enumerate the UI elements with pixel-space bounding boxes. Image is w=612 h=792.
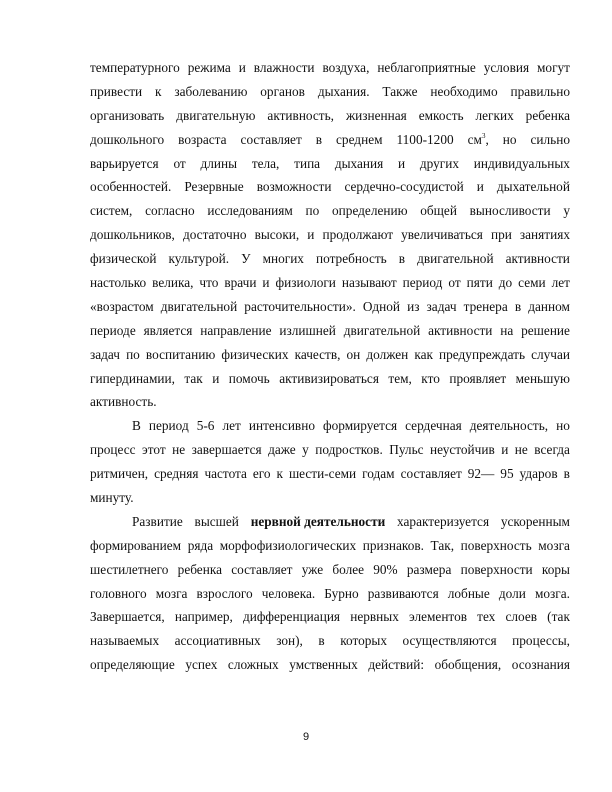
word: которых xyxy=(340,633,387,649)
word: помочь xyxy=(228,370,270,386)
text-line xyxy=(90,653,570,677)
word: согласно xyxy=(145,203,195,219)
word: к xyxy=(276,466,283,482)
word: формируется xyxy=(323,418,398,434)
word: Резервные xyxy=(184,179,244,195)
word: В xyxy=(132,418,141,434)
word: в xyxy=(318,633,325,649)
text-line xyxy=(90,56,570,80)
word: активизироваться xyxy=(279,370,379,386)
word: до xyxy=(498,275,513,291)
word: гипердинамии, xyxy=(90,370,175,386)
text-line xyxy=(90,152,570,176)
word: тем, xyxy=(388,370,412,386)
text-line xyxy=(90,319,570,343)
word: активности xyxy=(428,322,493,338)
word: меньшую xyxy=(515,370,570,386)
word: расточительности». xyxy=(244,298,356,314)
word: сердечная xyxy=(405,418,462,434)
word: успех xyxy=(185,657,218,673)
text-line xyxy=(90,367,570,391)
word: заболеванию xyxy=(174,83,248,99)
word: и xyxy=(212,370,220,386)
word: 5-6 xyxy=(196,418,215,434)
text-line-last: активность. xyxy=(90,394,157,410)
word: Одной xyxy=(362,298,400,314)
word: в xyxy=(398,251,406,267)
word: мозга. xyxy=(534,585,570,601)
word: Пульс xyxy=(389,442,424,458)
word: данном xyxy=(528,298,570,314)
word: процессы, xyxy=(512,633,570,649)
text-line xyxy=(90,462,570,486)
body-text xyxy=(90,56,570,677)
word: велика, xyxy=(152,275,194,291)
word: потребность xyxy=(316,251,387,267)
word: деятельность, xyxy=(469,418,549,434)
word: дифференциация xyxy=(242,609,341,625)
word: и xyxy=(476,179,484,195)
word: период xyxy=(148,418,189,434)
word: осознания xyxy=(511,657,570,673)
word: его xyxy=(252,466,271,482)
word: но xyxy=(502,131,517,147)
word: 90% xyxy=(373,561,398,577)
word: лобные xyxy=(447,585,490,601)
word: лет xyxy=(222,418,241,434)
word: уже xyxy=(301,561,324,577)
word: качеств, xyxy=(294,346,341,362)
word: но xyxy=(556,418,570,434)
text-line xyxy=(90,534,570,558)
text-line xyxy=(90,223,570,247)
word: условия xyxy=(483,60,530,75)
word: правильно xyxy=(510,83,570,99)
word: воздуха, xyxy=(322,60,370,75)
word: варьируется xyxy=(90,155,159,171)
word: задач xyxy=(426,298,457,314)
word: У xyxy=(241,251,251,267)
page-number: 9 xyxy=(302,731,310,743)
word: физической xyxy=(90,251,157,267)
word: сложных xyxy=(227,657,279,673)
word: занятиях xyxy=(519,227,570,243)
word: взрослого xyxy=(196,585,253,601)
text-line xyxy=(90,247,570,271)
text-line-with-superscript xyxy=(90,128,570,152)
word: легких xyxy=(475,107,514,123)
word: организовать xyxy=(90,107,165,123)
word: элементов xyxy=(409,609,467,625)
word: предупреждать xyxy=(439,346,526,362)
text-line-with-bold xyxy=(90,510,570,534)
word: например, xyxy=(174,609,233,625)
word: типа xyxy=(294,155,321,171)
word: по xyxy=(126,346,140,362)
word: средняя xyxy=(154,466,199,482)
word: необходимо xyxy=(430,83,498,99)
word: коры xyxy=(541,561,570,577)
word: обобщения, xyxy=(434,657,502,673)
word: от xyxy=(448,275,461,291)
word: от xyxy=(173,155,186,171)
word: высоки, xyxy=(254,227,300,243)
word: температурного xyxy=(90,60,180,75)
word: должен xyxy=(366,346,409,362)
word: «возрастом xyxy=(90,298,154,314)
word: ряда xyxy=(187,537,214,553)
word: умственных xyxy=(289,657,358,673)
bold-term: нервной деятельности xyxy=(250,513,386,529)
word: годам xyxy=(362,466,395,482)
word: и xyxy=(501,442,509,458)
word: дыхания. xyxy=(317,83,370,99)
text-line xyxy=(90,605,570,629)
word: ритмичен, xyxy=(90,466,149,482)
word: не xyxy=(514,442,528,458)
paragraph-3 xyxy=(90,510,570,677)
word: направление xyxy=(200,322,272,338)
word: физиологи xyxy=(275,275,336,291)
word: дыхания xyxy=(334,155,384,171)
text-line-last: минуту. xyxy=(90,490,134,506)
word: ускоренным xyxy=(500,513,570,529)
word: развиваются xyxy=(367,585,439,601)
word: случаи xyxy=(531,346,570,362)
word: дыхательной xyxy=(496,179,570,195)
word: периоде xyxy=(90,322,136,338)
word: Завершается, xyxy=(90,609,165,625)
word: других xyxy=(419,155,460,171)
word: врачи xyxy=(224,275,257,291)
word: систем, xyxy=(90,203,133,219)
word: неблагоприятные xyxy=(377,60,476,75)
word: не xyxy=(172,442,186,458)
word: морфофизиологических xyxy=(219,537,357,553)
word: осуществляются xyxy=(402,633,497,649)
word: сильно xyxy=(530,131,570,147)
word: 1100-1200 xyxy=(396,131,454,147)
word: является xyxy=(143,322,193,338)
text-line xyxy=(90,80,570,104)
word: ассоциативных xyxy=(174,633,261,649)
word: увеличиваться xyxy=(401,227,483,243)
word: даже xyxy=(268,442,296,458)
word: частота xyxy=(204,466,247,482)
word: шести-семи xyxy=(288,466,357,482)
word: и xyxy=(307,227,315,243)
word: выносливости xyxy=(469,203,551,219)
word: двигательной xyxy=(160,298,238,314)
word: составляет xyxy=(240,131,302,147)
word: слоев xyxy=(505,609,537,625)
word: лет xyxy=(551,275,570,291)
word: привести xyxy=(90,83,143,99)
word: этот xyxy=(142,442,166,458)
word: и xyxy=(262,275,270,291)
word: Так, xyxy=(430,537,455,553)
paragraph-2 xyxy=(90,414,570,510)
text-line xyxy=(90,629,570,653)
word: ребенка xyxy=(177,561,222,577)
word: завершается xyxy=(191,442,262,458)
word: возможности xyxy=(256,179,332,195)
word: длины xyxy=(200,155,238,171)
text-line xyxy=(90,582,570,606)
word: двигательной xyxy=(417,251,494,267)
word: дошкольников, xyxy=(90,227,175,243)
word: исследованиям xyxy=(207,203,293,219)
word: формированием xyxy=(90,537,182,553)
word: нервных xyxy=(350,609,399,625)
word: тела, xyxy=(251,155,280,171)
word: ударов xyxy=(519,466,558,482)
word: процесс xyxy=(90,442,136,458)
word: Также xyxy=(382,83,418,99)
word: двигательной xyxy=(343,322,421,338)
word: размера xyxy=(406,561,452,577)
word: в xyxy=(514,298,522,314)
word: могут xyxy=(537,60,570,75)
word: мозга xyxy=(538,537,570,553)
word: задач xyxy=(90,346,120,362)
word: доли xyxy=(498,585,526,601)
word: проявляет xyxy=(449,370,507,386)
word: период xyxy=(402,275,443,291)
word: так xyxy=(184,370,203,386)
word: активности xyxy=(505,251,570,267)
text-line xyxy=(90,175,570,199)
word: общей xyxy=(420,203,457,219)
word: особенностей. xyxy=(90,179,172,195)
word: жизненная xyxy=(345,107,407,123)
word: влажности xyxy=(253,60,315,75)
text-line xyxy=(90,558,570,582)
word: пяти xyxy=(466,275,493,291)
word: составляет xyxy=(400,466,462,482)
word: (так xyxy=(547,609,570,625)
paragraph-1 xyxy=(90,56,570,414)
word: двигательную xyxy=(176,107,256,123)
word: органов xyxy=(260,83,305,99)
word: человека. xyxy=(261,585,316,601)
word: в xyxy=(563,466,570,482)
word: 92— xyxy=(467,466,495,482)
word: у xyxy=(302,442,309,458)
word: определяющие xyxy=(90,657,175,673)
text-line xyxy=(90,271,570,295)
word: на xyxy=(500,322,514,338)
word: воспитанию xyxy=(145,346,216,362)
word: характеризуется xyxy=(397,513,490,529)
text-line xyxy=(90,343,570,367)
word: называемых xyxy=(90,633,160,649)
word: шестилетнего xyxy=(90,561,169,577)
text-line xyxy=(90,199,570,223)
word: называют xyxy=(341,275,397,291)
word: и xyxy=(398,155,406,171)
word: он xyxy=(346,346,361,362)
superscript-cube: 3 xyxy=(481,131,486,140)
word: по xyxy=(305,203,320,219)
word: определению xyxy=(332,203,408,219)
word: решение xyxy=(521,322,570,338)
word: дошкольного xyxy=(90,131,165,147)
text-line-indented xyxy=(90,414,570,438)
word: действий: xyxy=(368,657,425,673)
word: составляет xyxy=(231,561,293,577)
word: сердечно-сосудистой xyxy=(344,179,464,195)
word: неустойчив xyxy=(430,442,495,458)
word: Развитие xyxy=(132,513,183,529)
word: Бурно xyxy=(324,585,359,601)
word: среднем xyxy=(336,131,383,147)
word: что xyxy=(199,275,219,291)
word: у xyxy=(563,203,570,219)
word: емкость xyxy=(418,107,464,123)
word: многих xyxy=(262,251,304,267)
word: мозга xyxy=(155,585,188,601)
word: 95 xyxy=(500,466,514,482)
word: более xyxy=(332,561,365,577)
word: излишней xyxy=(279,322,336,338)
word: кто xyxy=(421,370,440,386)
word: зон), xyxy=(276,633,303,649)
text-line xyxy=(90,104,570,128)
word: ребенка xyxy=(525,107,570,123)
word: культурой. xyxy=(168,251,230,267)
word: тех xyxy=(477,609,496,625)
word: настолько xyxy=(90,275,147,291)
word: поверхность xyxy=(460,537,532,553)
word: из xyxy=(407,298,420,314)
word: как xyxy=(414,346,433,362)
text-line xyxy=(90,438,570,462)
word: семи xyxy=(518,275,546,291)
word: к xyxy=(155,83,162,99)
word: продолжают xyxy=(322,227,394,243)
word: и xyxy=(238,60,246,75)
text-line xyxy=(90,295,570,319)
word: возраста xyxy=(178,131,227,147)
word: активность, xyxy=(267,107,335,123)
volume-unit: $см^3$, xyxy=(467,131,489,147)
word: всегда xyxy=(534,442,570,458)
word: высшей xyxy=(194,513,239,529)
word: физических xyxy=(221,346,289,362)
word: поверхности xyxy=(460,561,533,577)
word: интенсивно xyxy=(248,418,315,434)
word: при xyxy=(490,227,512,243)
word: признаков. xyxy=(362,537,424,553)
word: головного xyxy=(90,585,147,601)
word: индивидуальных xyxy=(473,155,570,171)
word: достаточно xyxy=(182,227,247,243)
word: тренера xyxy=(463,298,508,314)
word: в xyxy=(315,131,323,147)
word: режима xyxy=(187,60,231,75)
word: подростков. xyxy=(315,442,383,458)
